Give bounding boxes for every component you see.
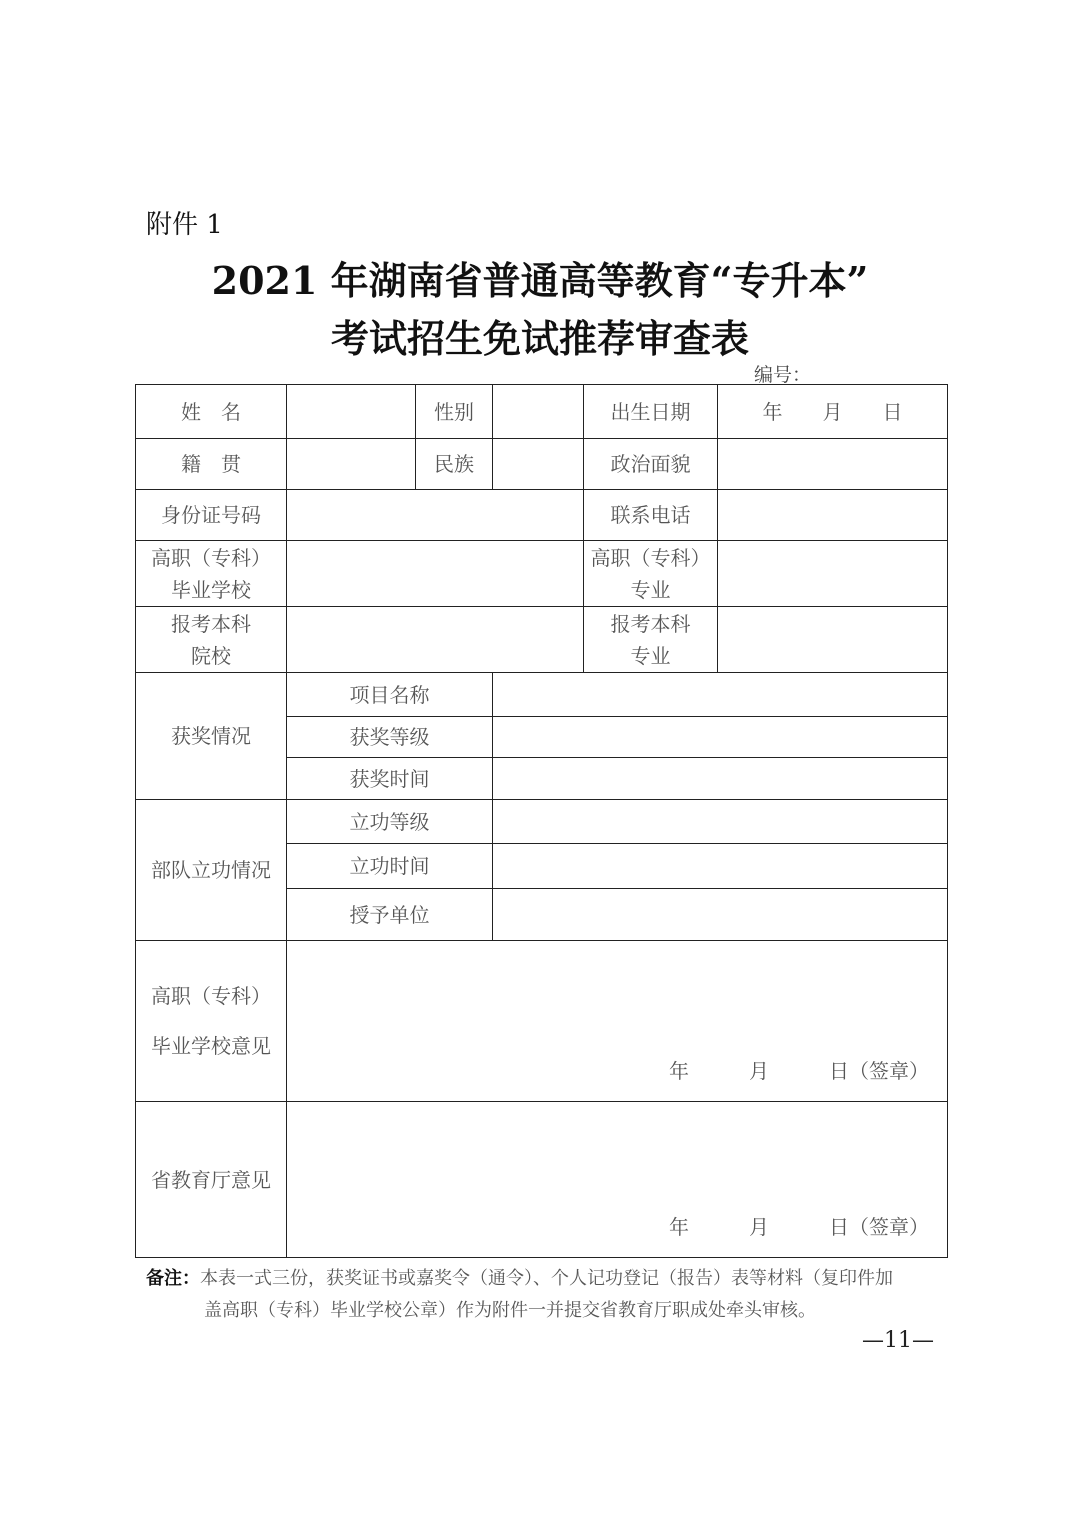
apply-major-field[interactable] [718,607,948,673]
award-project-label: 项目名称 [287,673,493,717]
grad-major-label [584,541,718,607]
merit-level-field[interactable] [493,800,948,844]
gender-field[interactable] [493,385,584,439]
remarks-text-line-1: 本表一式三份，获奖证书或嘉奖令（通令）、个人记功登记（报告）表等材料（复印件加 [200,1268,893,1289]
ethnicity-label: 民族 [416,439,493,490]
serial-number-label: 编号： [754,364,812,386]
award-project-field[interactable] [493,673,948,717]
apply-major-label [584,607,718,673]
remarks-note [146,1263,946,1327]
form-title-line-1: 2021 年湖南省普通高等教育“专升本” [211,258,869,303]
military-merit-label: 部队立功情况 [136,800,287,941]
award-time-label: 获奖时间 [287,758,493,800]
grad-major-field[interactable] [718,541,948,607]
apply-major-label-line-1: 报考本科 [610,611,691,636]
merit-time-field[interactable] [493,844,948,889]
id-number-field[interactable] [287,490,584,541]
phone-field[interactable] [718,490,948,541]
political-status-field[interactable] [718,439,948,490]
school-opinion-date-signature: 年 月 日（签章） [669,1059,929,1083]
id-number-label: 身份证号码 [136,490,287,541]
native-place-label: 籍 贯 [136,439,287,490]
ethnicity-field[interactable] [493,439,584,490]
award-level-label: 获奖等级 [287,717,493,758]
grad-school-label-line-1: 高职（专科） [151,545,271,570]
native-place-field[interactable] [287,439,416,490]
school-opinion-label-line-2: 毕业学校意见 [151,1034,271,1058]
apply-school-label [136,607,287,673]
remarks-text-line-2: 盖高职（专科）毕业学校公章）作为附件一并提交省教育厅职成处牵头审核。 [204,1300,816,1321]
school-opinion-label [136,941,287,1102]
award-level-field[interactable] [493,717,948,758]
gender-label: 性别 [416,385,493,439]
merit-time-label: 立功时间 [287,844,493,889]
apply-school-label-line-1: 报考本科 [171,611,251,636]
name-label: 姓 名 [136,385,287,439]
apply-school-label-line-2: 院校 [191,643,231,668]
grad-major-label-line-1: 高职（专科） [590,545,711,570]
review-form-table [135,384,948,1258]
grad-school-label-line-2: 毕业学校 [171,577,251,602]
phone-label: 联系电话 [584,490,718,541]
name-field[interactable] [287,385,416,439]
birthdate-label: 出生日期 [584,385,718,439]
attachment-label: 附件 1 [146,210,223,240]
dept-opinion-field[interactable] [287,1102,948,1258]
remarks-label: 备注： [146,1268,200,1289]
apply-major-label-line-2: 专业 [630,643,671,668]
birthdate-field[interactable]: 年 月 日 [718,385,948,439]
merit-level-label: 立功等级 [287,800,493,844]
dept-opinion-date-signature: 年 月 日（签章） [669,1215,929,1239]
school-opinion-label-line-1: 高职（专科） [151,984,271,1008]
awards-label: 获奖情况 [136,673,287,800]
merit-unit-label: 授予单位 [287,889,493,941]
award-time-field[interactable] [493,758,948,800]
political-status-label: 政治面貌 [584,439,718,490]
dept-opinion-label: 省教育厅意见 [136,1102,287,1258]
form-title-line-2: 考试招生免试推荐审查表 [330,316,749,361]
grad-school-label [136,541,287,607]
grad-major-label-line-2: 专业 [630,577,671,602]
apply-school-field[interactable] [287,607,584,673]
school-opinion-field[interactable] [287,941,948,1102]
grad-school-field[interactable] [287,541,584,607]
merit-unit-field[interactable] [493,889,948,941]
page-number: —11— [862,1328,934,1353]
